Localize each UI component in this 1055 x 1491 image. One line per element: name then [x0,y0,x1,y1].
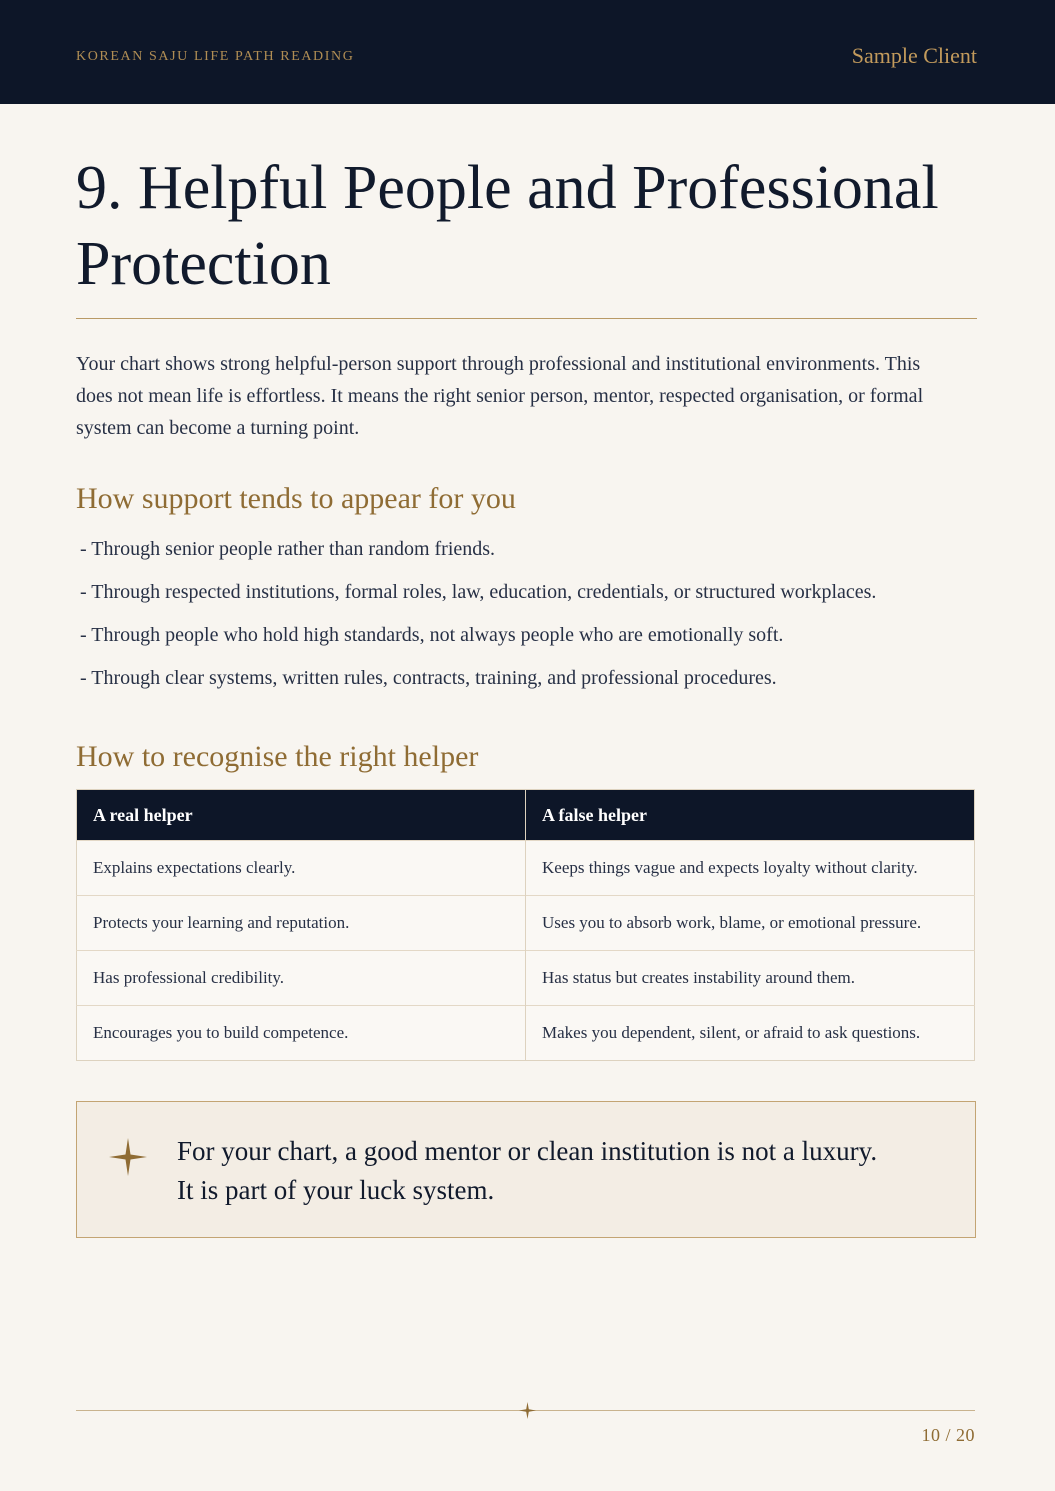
table-cell: Keeps things vague and expects loyalty without clarity. [526,841,975,896]
callout-line: It is part of your luck system. [177,1175,495,1205]
list-item: - Through senior people rather than random friends. [80,538,496,560]
support-list [80,535,980,707]
table-cell: Explains expectations clearly. [77,841,526,896]
sparkle-star-icon [519,1402,536,1419]
column-header-real-helper: A real helper [77,790,526,841]
table-header-row [77,790,975,841]
table-cell: Makes you dependent, silent, or afraid to ask questions. [526,1006,975,1061]
callout-text [177,1132,957,1210]
sparkle-star-icon [107,1136,149,1178]
table-cell: Has status but creates instability around them. [526,951,975,1006]
table-row [77,1006,975,1061]
report-kicker: KOREAN SAJU LIFE PATH READING [76,49,355,64]
column-header-false-helper: A false helper [526,790,975,841]
page-title: 9. Helpful People and Professional Protection [76,154,939,298]
table-cell: Has professional credibility. [77,951,526,1006]
intro-paragraph: Your chart shows strong helpful-person support through professional and institutional environments. This does not mean life is effortless. It means the right senior person, mentor, respected organisation, or formal system can become a turning point. [76,353,924,439]
callout-line: For your chart, a good mentor or clean institution is not a luxury. [177,1136,878,1166]
callout-box [76,1101,976,1238]
table-cell: Protects your learning and reputation. [77,896,526,951]
section-heading-recognise: How to recognise the right helper [76,740,479,773]
header-bar [0,0,1055,104]
table-cell: Encourages you to build competence. [77,1006,526,1061]
section-heading-support: How support tends to appear for you [76,482,516,515]
list-item: - Through clear systems, written rules, contracts, training, and professional procedures. [80,667,777,689]
table-row [77,841,975,896]
title-divider [76,318,977,319]
client-name: Sample Client [851,43,977,68]
table-cell: Uses you to absorb work, blame, or emotional pressure. [526,896,975,951]
table-row [77,896,975,951]
page-number: 10 / 20 [921,1425,975,1445]
list-item: - Through respected institutions, formal roles, law, education, credentials, or structured workplaces. [80,581,877,603]
table-row [77,951,975,1006]
list-item: - Through people who hold high standards, not always people who are emotionally soft. [80,624,784,646]
helper-comparison-table [76,789,975,1061]
